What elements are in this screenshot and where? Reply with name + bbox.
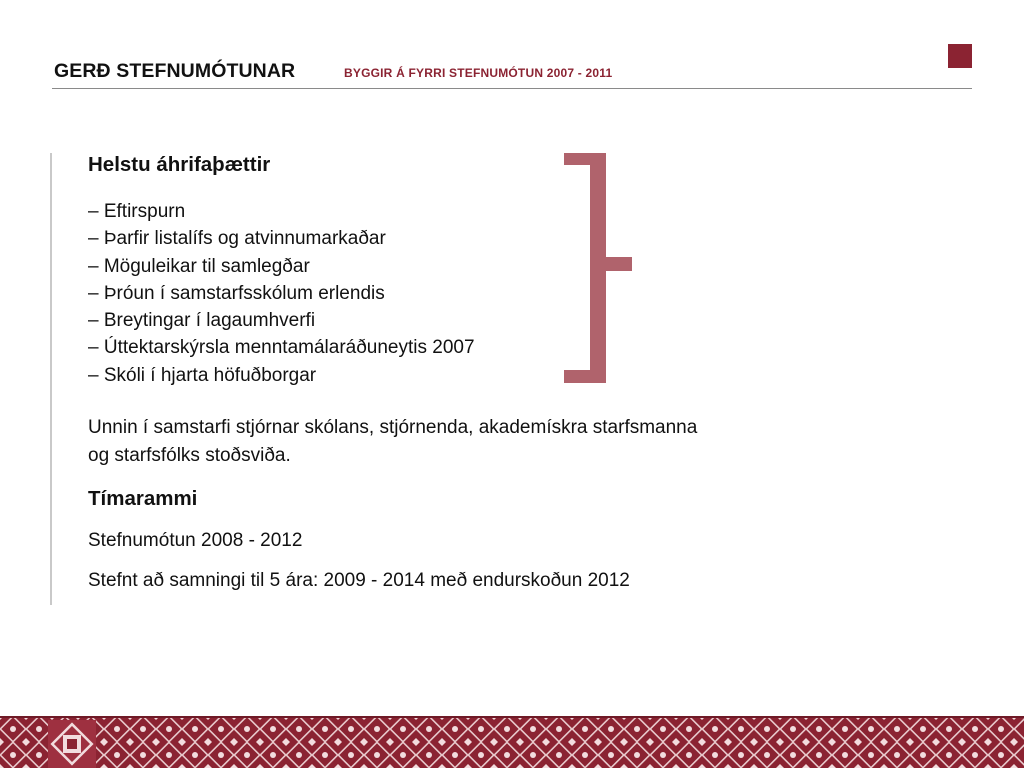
collaboration-paragraph-line1: Unnin í samstarfi stjórnar skólans, stjórnenda, akademískra starfsmanna	[88, 417, 698, 438]
slide-subtitle: BYGGIR Á FYRRI STEFNUMÓTUN 2007 - 2011	[344, 66, 613, 80]
slide-header	[52, 58, 972, 89]
influences-list	[88, 198, 475, 389]
left-vertical-rule	[50, 153, 52, 605]
section-heading-timeframe: Tímarammi	[88, 487, 198, 510]
collaboration-paragraph-line2: og starfsfólks stoðsviða.	[88, 445, 291, 466]
list-item: – Möguleikar til samlegðar	[88, 255, 310, 277]
timeframe-line-1: Stefnumótun 2008 - 2012	[88, 530, 303, 551]
list-item: – Þarfir listalífs og atvinnumarkaðar	[88, 228, 386, 250]
list-item: – Þróun í samstarfsskólum erlendis	[88, 282, 385, 304]
timeframe-line-2: Stefnt að samningi til 5 ára: 2009 - 2014 með endurskoðun 2012	[88, 570, 630, 591]
list-item: – Breytingar í lagaumhverfi	[88, 310, 316, 332]
corner-square-decoration	[948, 44, 972, 68]
footer-pattern-band	[0, 716, 1024, 768]
list-item: – Skóli í hjarta höfuðborgar	[88, 364, 317, 386]
slide-title: GERÐ STEFNUMÓTUNAR	[54, 60, 296, 82]
list-item: – Úttektarskýrsla menntamálaráðuneytis 2007	[88, 337, 475, 359]
list-item: – Eftirspurn	[88, 201, 186, 222]
section-heading-influences: Helstu áhrifaþættir	[88, 153, 271, 176]
right-bracket-decoration	[560, 150, 640, 390]
footer-emblem	[48, 720, 96, 768]
